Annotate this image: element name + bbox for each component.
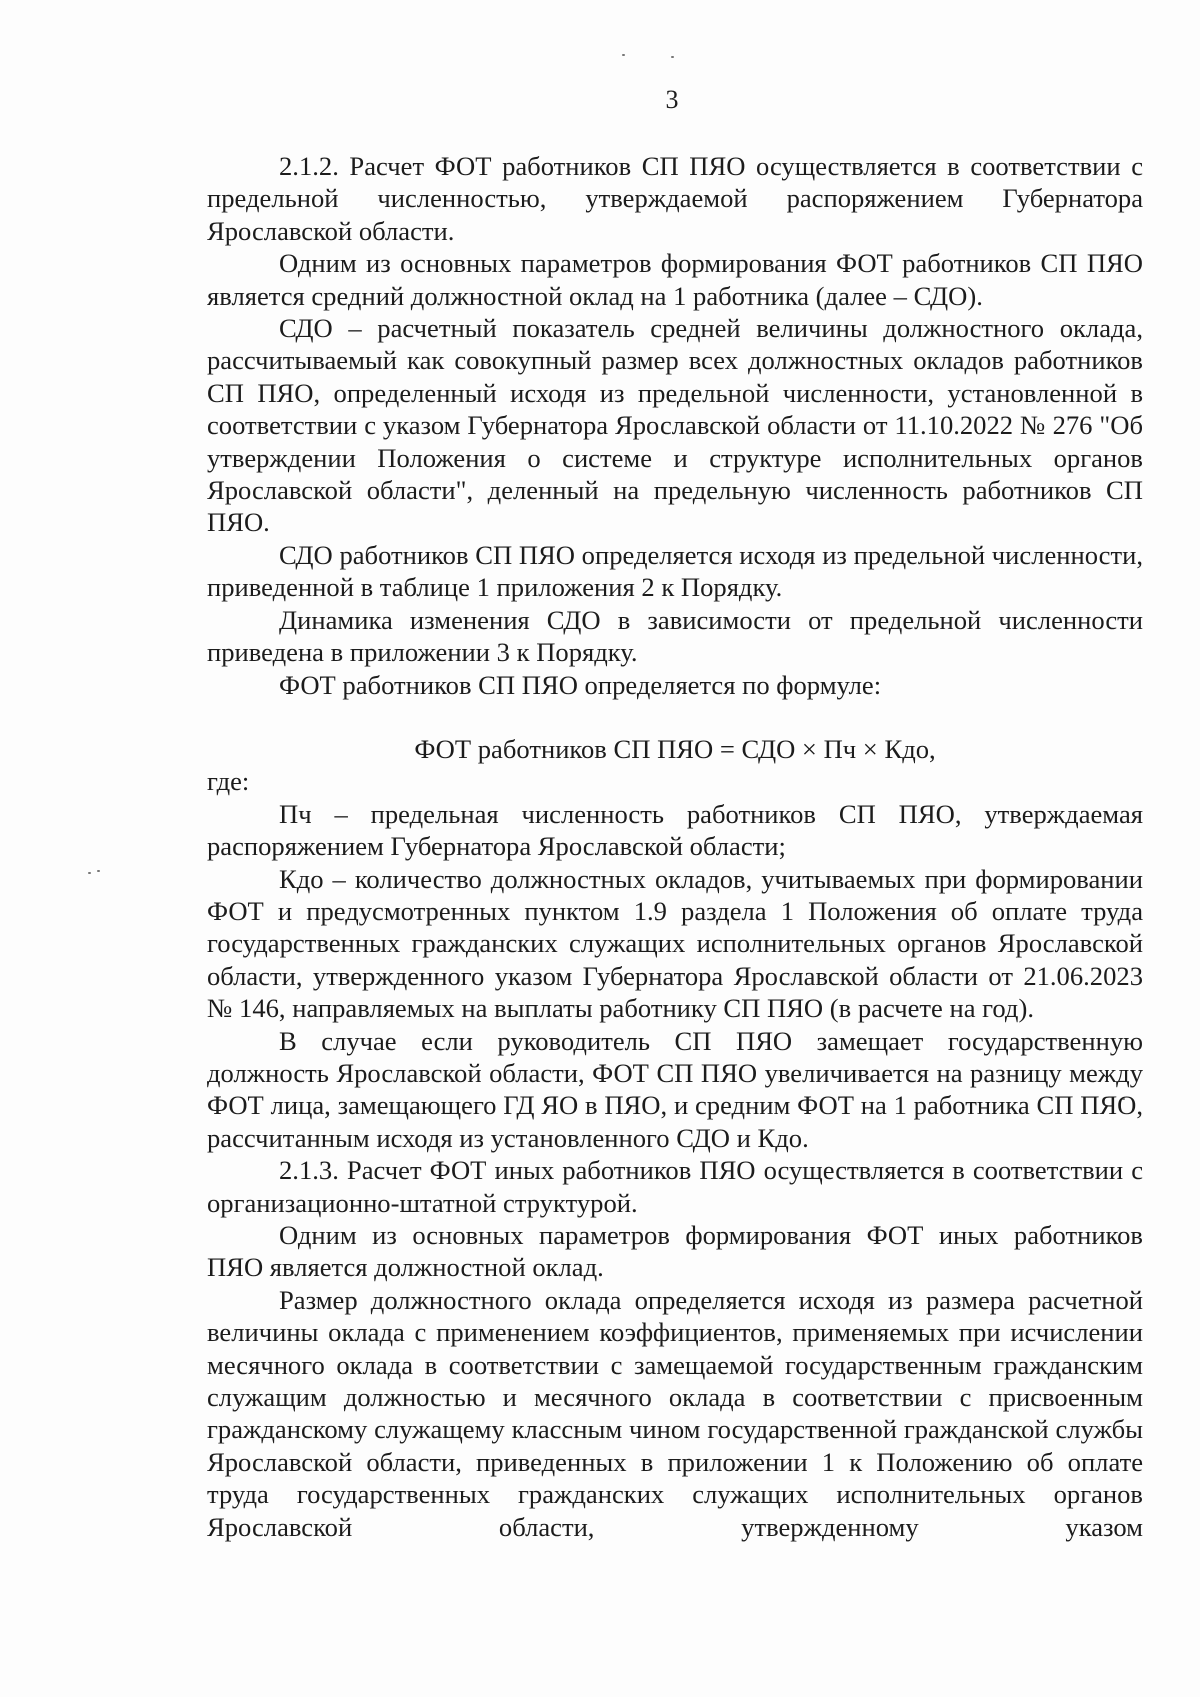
- scan-speck: [671, 56, 674, 58]
- page-number: 3: [665, 85, 679, 114]
- where-label: где:: [207, 766, 250, 797]
- paragraph-salary-size: Размер должностного оклада определяется исходя из размера расчетной величины оклада с применением коэффициентов, применяемых при исчислении месячного оклада в соответствии с замещаемой государственным гражданским служащим должностью и месячного оклада в соответствии с присвоенным гражданскому служащему классным чином государственной гражданской службы Ярославской области, приведенных в приложении 1 к Положению об оплате труда государственных гражданских служащих исполнительных органов Ярославской области, утвержденному указом: [207, 1284, 1143, 1542]
- paragraph-2-1-3: 2.1.3. Расчет ФОТ иных работников ПЯО осуществляется в соответствии с организационно-штатной структурой.: [207, 1155, 1143, 1218]
- paragraph-pch-definition: Пч – предельная численность работников СП ПЯО, утверждаемая распоряжением Губернатора Ярославской области;: [207, 798, 1143, 862]
- paragraph-sdo-dynamics: Динамика изменения СДО в зависимости от предельной численности приведена в приложении 3 к Порядку.: [207, 604, 1143, 668]
- paragraph-kdo-definition: Кдо – количество должностных окладов, учитываемых при формировании ФОТ и предусмотренных пунктом 1.9 раздела 1 Положения об оплате труда государственных гражданских служащих исполнительных органов Ярославской области, утвержденного указом Губернатора Ярославской области от 21.06.2023 № 146, направляемых на выплаты работнику СП ПЯО (в расчете на год).: [207, 863, 1143, 1024]
- formula: ФОТ работников СП ПЯО = СДО × Пч × Кдо,: [414, 733, 936, 764]
- paragraph-2-1-2: 2.1.2. Расчет ФОТ работников СП ПЯО осуществляется в соответствии с предельной численностью, утверждаемой распоряжением Губернатора Ярославской области.: [207, 151, 1143, 246]
- scan-speck: [622, 54, 625, 56]
- paragraph-sdo-determination: СДО работников СП ПЯО определяется исходя из предельной численности, приведенной в таблице 1 приложения 2 к Порядку.: [207, 539, 1143, 603]
- paragraph-other-workers-parameter: Одним из основных параметров формирования ФОТ иных работников ПЯО является должностной оклад.: [207, 1220, 1143, 1283]
- paragraph-head-case: В случае если руководитель СП ПЯО замещает государственную должность Ярославской области, ФОТ СП ПЯО увеличивается на разницу между ФОТ лица, замещающего ГД ЯО в ПЯО, и средним ФОТ на 1 работника СП ПЯО, рассчитанным исходя из установленного СДО и Кдо.: [207, 1025, 1143, 1153]
- scan-speck: [88, 872, 91, 874]
- paragraph-sdo-parameter: Одним из основных параметров формирования ФОТ работников СП ПЯО является средний должностной оклад на 1 работника (далее – СДО).: [207, 248, 1143, 311]
- paragraph-formula-intro: ФОТ работников СП ПЯО определяется по формуле:: [279, 669, 882, 700]
- paragraph-sdo-definition: СДО – расчетный показатель средней величины должностного оклада, рассчитываемый как совокупный размер всех должностных окладов работников СП ПЯО, определенный исходя из предельной численности, установленной в соответствии с указом Губернатора Ярославской области от 11.10.2022 № 276 "Об утверждении Положения о системе и структуре исполнительных органов Ярославской области", деленный на предельную численность работников СП ПЯО.: [207, 313, 1143, 538]
- scan-speck: [97, 870, 100, 872]
- document-body: [207, 150, 1143, 1543]
